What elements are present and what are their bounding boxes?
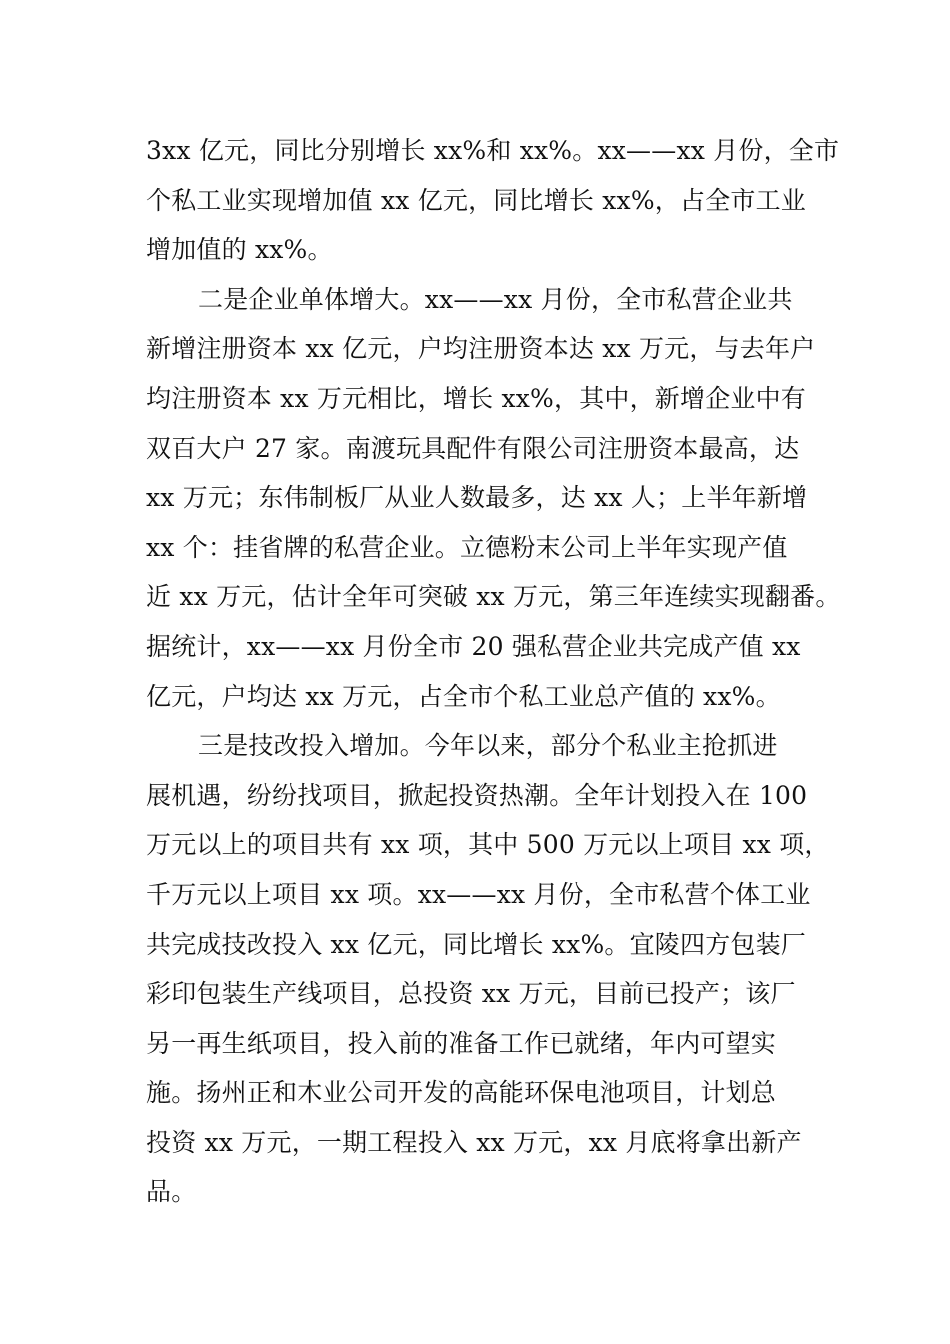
text-line: 增加值的 xx%。 (146, 235, 333, 265)
text-line: 均注册资本 xx 万元相比，增长 xx%，其中，新增企业中有 (146, 383, 806, 413)
text-line: 彩印包装生产线项目，总投资 xx 万元，目前已投产；该厂 (146, 979, 796, 1009)
text-line: 近 xx 万元，估计全年可突破 xx 万元，第三年连续实现翻番。 (146, 582, 841, 612)
text-line: 亿元，户均达 xx 万元，占全市个私工业总产值的 xx%。 (146, 681, 781, 711)
paragraph-start-line: 三是技改投入增加。今年以来，部分个私业主抢抓进 (198, 731, 778, 761)
text-line: 共完成技改投入 xx 亿元，同比增长 xx%。宜陵四方包装厂 (146, 929, 806, 959)
text-line: 千万元以上项目 xx 项。xx——xx 月份，全市私营个体工业 (146, 879, 811, 909)
body-text (146, 126, 841, 1217)
text-line: 双百大户 27 家。南渡玩具配件有限公司注册资本最高，达 (146, 433, 800, 463)
paragraph-start-line: 二是企业单体增大。xx——xx 月份，全市私营企业共 (198, 284, 793, 314)
text-line: xx 个：挂省牌的私营企业。立德粉末公司上半年实现产值 (146, 532, 788, 562)
text-line: 投资 xx 万元，一期工程投入 xx 万元，xx 月底将拿出新产 (146, 1127, 802, 1157)
text-line: 展机遇，纷纷找项目，掀起投资热潮。全年计划投入在 100 (146, 780, 808, 810)
text-line: 3xx 亿元，同比分别增长 xx%和 xx%。xx——xx 月份，全市 (146, 136, 840, 165)
text-line: 品。 (146, 1177, 197, 1207)
text-line: xx 万元；东伟制板厂从业人数最多，达 xx 人；上半年新增 (146, 483, 808, 513)
text-line: 据统计，xx——xx 月份全市 20 强私营企业共完成产值 xx (146, 631, 801, 661)
text-line: 个私工业实现增加值 xx 亿元，同比增长 xx%，占全市工业 (146, 185, 806, 215)
text-line: 施。扬州正和木业公司开发的高能环保电池项目，计划总 (146, 1078, 777, 1108)
text-line: 新增注册资本 xx 亿元，户均注册资本达 xx 万元，与去年户 (146, 334, 816, 364)
text-line: 万元以上的项目共有 xx 项，其中 500 万元以上项目 xx 项， (146, 830, 830, 860)
text-line: 另一再生纸项目，投入前的准备工作已就绪，年内可望实 (146, 1028, 777, 1058)
